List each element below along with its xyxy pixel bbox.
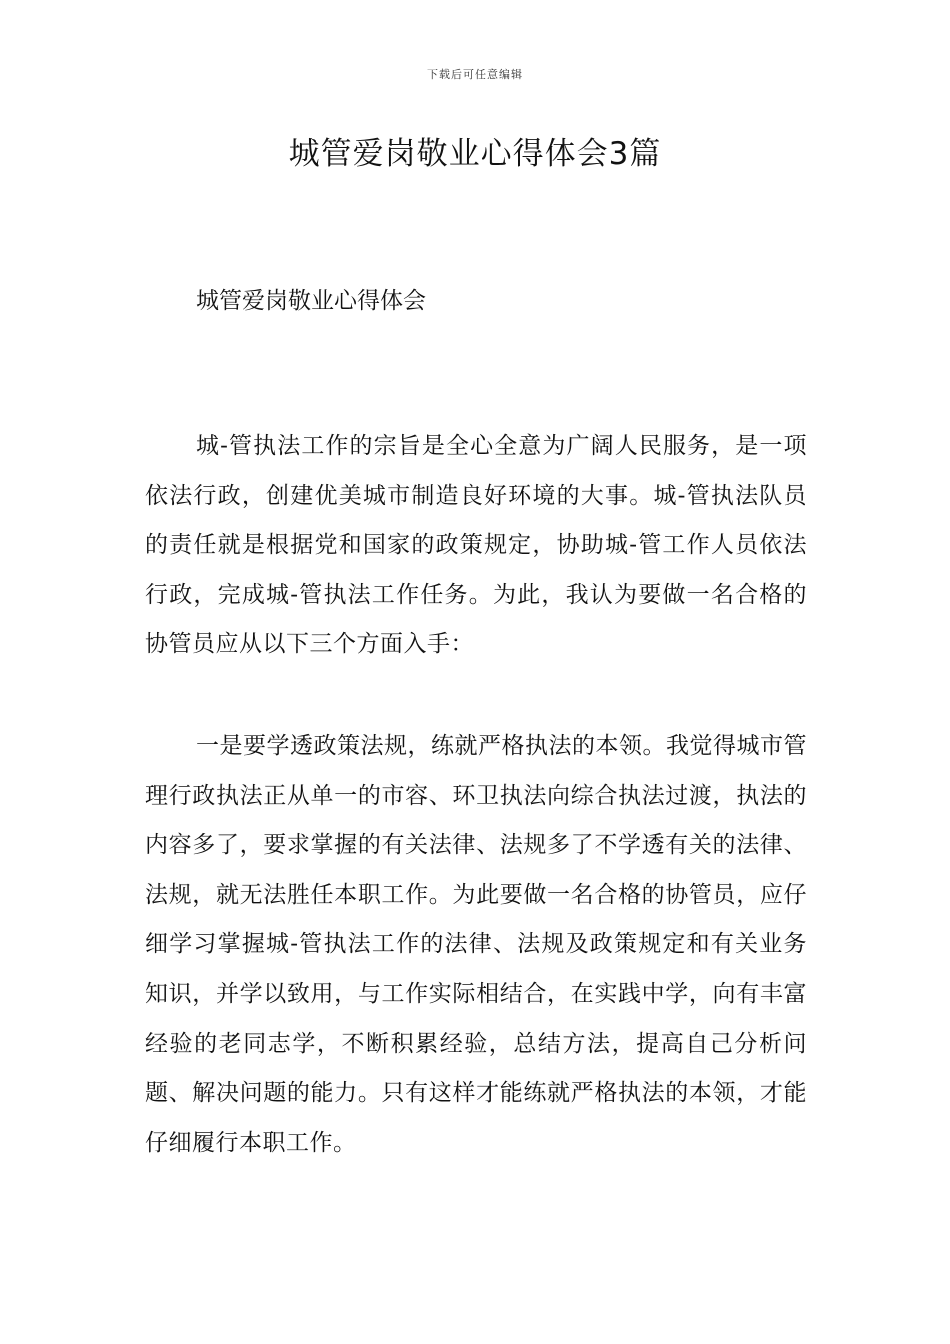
body-paragraph-2: 一是要学透政策法规，练就严格执法的本领。我觉得城市管理行政执法正从单一的市容、环卫执法向综合执法过渡，执法的内容多了，要求掌握的有关法律、法规多了不学透有关的法律、法规，就无法胜任本职工作。为此要做一名合格的协管员，应仔细学习掌握城-管执法工作的法律、法规及政策规定和有关业务知识，并学以致用，与工作实际相结合，在实践中学，向有丰富经验的老同志学，不断积累经验，总结方法，提高自己分析问题、解决问题的能力。只有这样才能练就严格执法的本领，才能仔细履行本职工作。 — [145, 733, 807, 1156]
document-subtitle: 城管爱岗敬业心得体会 — [196, 288, 426, 314]
header-note: 下载后可任意编辑 — [427, 68, 523, 81]
body-paragraph-1: 城-管执法工作的宗旨是全心全意为广阔人民服务，是一项依法行政，创建优美城市制造良好环境的大事。城-管执法队员的责任就是根据党和国家的政策规定，协助城-管工作人员依法行政，完成城-管执法工作任务。为此，我认为要做一名合格的协管员应从以下三个方面入手： — [145, 433, 807, 658]
document-title: 城管爱岗敬业心得体会3篇 — [288, 136, 662, 172]
